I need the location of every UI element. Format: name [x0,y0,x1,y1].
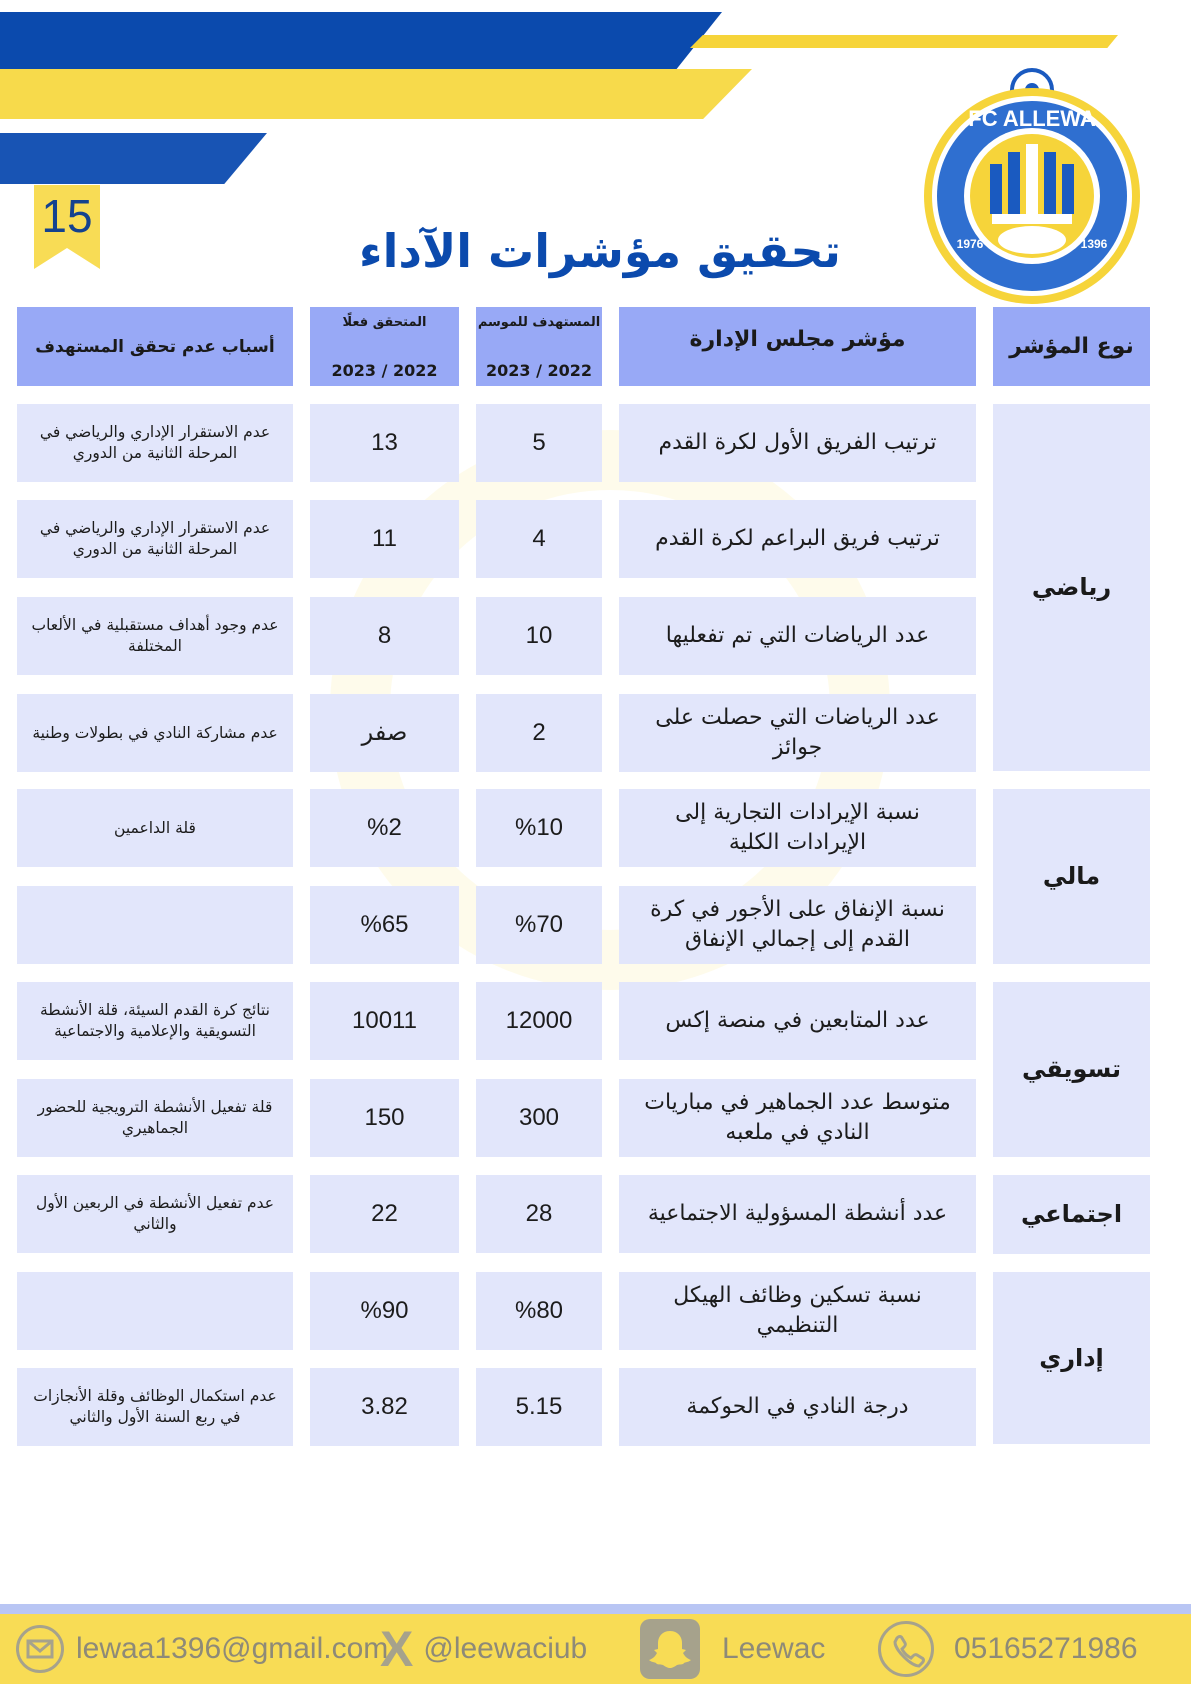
reason-cell [17,886,293,964]
target-cell: 4 [476,500,602,578]
header-target [476,307,602,386]
achieved-cell: 10011 [310,982,459,1060]
reason-cell: عدم تفعيل الأنشطة في الربعين الأول والثاني [17,1175,293,1253]
type-cell-marketing: تسويقي [993,982,1150,1157]
header-stripe-yellow-thin [690,35,1118,48]
achieved-cell: 150 [310,1079,459,1157]
header-stripe-blue-small [0,133,267,184]
page-number: 15 [41,190,93,242]
reason-cell: عدم استكمال الوظائف وقلة الأنجازات في ربع السنة الأول والثاني [17,1368,293,1446]
club-logo [922,68,1142,304]
target-cell: 12000 [476,982,602,1060]
indicator-cell: نسبة الإيرادات التجارية إلى الإيرادات الكلية [619,789,976,867]
reason-cell: قلة الداعمين [17,789,293,867]
page-title: تحقيق مؤشرات الآداء [359,224,841,278]
reason-cell: قلة تفعيل الأنشطة الترويجية للحضور الجماهيري [17,1079,293,1157]
indicator-cell: درجة النادي في الحوكمة [619,1368,976,1446]
indicator-cell: عدد الرياضات التي تم تفعليها [619,597,976,675]
target-cell: 10 [476,597,602,675]
footer-email[interactable] [16,1614,388,1684]
reason-cell [17,1272,293,1350]
achieved-cell: 13 [310,404,459,482]
mail-icon [16,1625,64,1673]
target-cell: 300 [476,1079,602,1157]
achieved-cell: 8 [310,597,459,675]
achieved-cell: %2 [310,789,459,867]
reason-cell: عدم الاستقرار الإداري والرياضي في المرحلة الثانية من الدوري [17,404,293,482]
reason-cell: عدم الاستقرار الإداري والرياضي في المرحلة الثانية من الدوري [17,500,293,578]
type-cell-sports: رياضي [993,404,1150,771]
x-icon: X [380,1621,414,1677]
header-reasons: أسباب عدم تحقق المستهدف [17,307,293,386]
target-cell: 28 [476,1175,602,1253]
indicator-cell: عدد الرياضات التي حصلت على جوائز [619,694,976,772]
footer-phone[interactable] [878,1614,1138,1684]
target-cell: 5.15 [476,1368,602,1446]
indicator-cell: ترتيب الفريق الأول لكرة القدم [619,404,976,482]
achieved-cell: صفر [310,694,459,772]
logo-year-right: 1396 [1080,237,1108,251]
footer-x-text: @leewaciub [423,1632,588,1665]
target-cell: 2 [476,694,602,772]
header-type: نوع المؤشر [993,307,1150,386]
reason-cell: عدم مشاركة النادي في بطولات وطنية [17,694,293,772]
header-achieved [310,307,459,386]
achieved-cell: 3.82 [310,1368,459,1446]
achieved-cell: 22 [310,1175,459,1253]
logo-text: FC ALLEWA [968,106,1096,131]
footer-snapchat-text: Leewac [722,1632,826,1665]
type-cell-financial: مالي [993,789,1150,964]
indicator-cell: نسبة تسكين وظائف الهيكل التنظيمي [619,1272,976,1350]
achieved-cell: %90 [310,1272,459,1350]
indicator-cell: ترتيب فريق البراعم لكرة القدم [619,500,976,578]
target-cell: 5 [476,404,602,482]
achieved-cell: %65 [310,886,459,964]
footer-line [0,1604,1191,1614]
reason-cell: عدم وجود أهداف مستقبلية في الألعاب المختلفة [17,597,293,675]
footer-email-text: lewaa1396@gmail.com [76,1632,389,1665]
header-target-label: المستهدف للموسم [477,315,601,330]
header-achieved-season: 2023 / 2022 [331,361,438,380]
indicator-cell: متوسط عدد الجماهير في مباريات النادي في ملعبه [619,1079,976,1157]
snapchat-icon [640,1619,700,1679]
reason-cell: نتائج كرة القدم السيئة، قلة الأنشطة التسويقية والإعلامية والاجتماعية [17,982,293,1060]
target-cell: %10 [476,789,602,867]
indicator-cell: نسبة الإنفاق على الأجور في كرة القدم إلى إجمالي الإنفاق [619,886,976,964]
indicator-cell: عدد أنشطة المسؤولية الاجتماعية [619,1175,976,1253]
footer-snapchat[interactable] [640,1614,825,1684]
target-cell: %80 [476,1272,602,1350]
type-cell-admin: إداري [993,1272,1150,1444]
phone-icon [878,1621,934,1677]
target-cell: %70 [476,886,602,964]
header-achieved-label: المتحقق فعلًا [342,315,427,330]
footer-x[interactable] [380,1614,587,1684]
footer-phone-text: 05165271986 [954,1632,1138,1665]
logo-year-left: 1976 [956,237,984,251]
type-cell-social: اجتماعي [993,1175,1150,1254]
indicator-cell: عدد المتابعين في منصة إكس [619,982,976,1060]
header-target-season: 2023 / 2022 [485,361,593,380]
header-indicator: مؤشر مجلس الإدارة [619,307,976,386]
header-stripe-yellow [0,69,752,119]
achieved-cell: 11 [310,500,459,578]
